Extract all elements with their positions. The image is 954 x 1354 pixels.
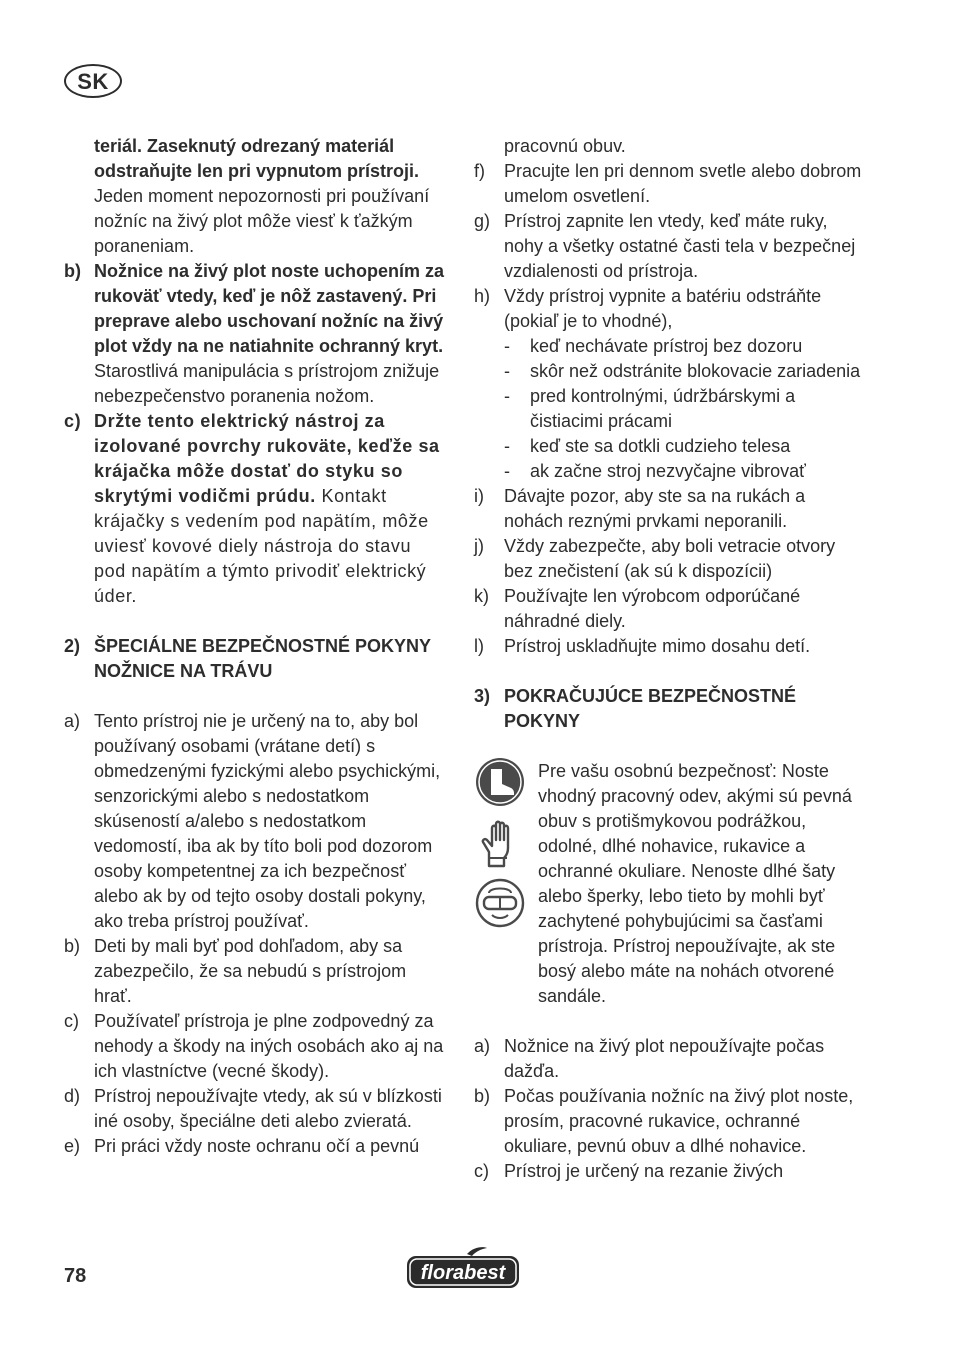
list-item: d) Prístroj nepoužívajte vtedy, ak sú v blízkosti iné osoby, špeciálne deti alebo zvieratá.	[64, 1086, 442, 1131]
list-item: f) Pracujte len pri dennom svetle alebo dobrom umelom osvetlení.	[474, 161, 862, 206]
list-item: k) Používajte len výrobcom odporúčané náhradné diely.	[474, 586, 801, 631]
section-3-heading: 3) POKRAČUJÚCE BEZPEČNOSTNÉ POKYNY	[474, 686, 797, 731]
protective-gear-block	[474, 759, 862, 1009]
list-item: e) Pri práci vždy noste ochranu očí a pevnú	[64, 1136, 420, 1156]
list-item: b) Deti by mali byť pod dohľadom, aby sa zabezpečilo, že sa nebudú s prístrojom hrať.	[64, 936, 407, 1006]
ppe-text: Pre vašu osobnú bezpečnosť: Noste vhodný pracovný odev, akými sú pevná obuv s protišmykovou podrážkou, odolné, dlhé nohavice, rukavice a ochranné okuliare. Nenoste dlhé šaty alebo šperky, lebo tieto by mohli byť zachytené pohybujúcimi sa časťami prístroja. Prístroj nepoužívajte, ak ste bosý alebo máte na nohách otvorené sandále.	[538, 761, 852, 1006]
section-2-heading: 2) ŠPECIÁLNE BEZPEČNOSTNÉ POKYNY NOŽNICE NA TRÁVU	[64, 636, 431, 681]
list-item: b) Počas používania nožníc na živý plot noste, prosím, pracovné rukavice, ochranné okuliare, pevnú obuv a dlhé nohavice.	[474, 1086, 854, 1156]
continued-paragraph	[64, 134, 448, 259]
list-item: c) Prístroj je určený na rezanie živých	[474, 1161, 784, 1181]
list-item: a) Nožnice na živý plot nepoužívajte počas dažďa.	[474, 1036, 825, 1081]
list-item: i) Dávajte pozor, aby ste sa na rukách a nohách reznými prvkami neporanili.	[474, 486, 806, 531]
dash-item: - keď ste sa dotkli cudzieho telesa	[504, 436, 791, 456]
list-item: j) Vždy zabezpečte, aby boli vetracie otvory bez znečistení (ak sú k dispozícii)	[474, 536, 836, 581]
list-item-c: c) Držte tento elektrický nástroj za izolované povrchy rukoväte, keďže sa krájačka môže dostať do styku so skrytými vodičmi prúdu. Kontakt krájačky s vedením pod napätím, môže uviesť kovové diely nástroja do stavu pod napätím a týmto privodiť elektrický úder.	[64, 411, 440, 606]
list-item: l) Prístroj uskladňujte mimo dosahu detí.	[474, 636, 811, 656]
dash-item: - skôr než odstránite blokovacie zariadenia	[504, 361, 861, 381]
list-item: c) Používateľ prístroja je plne zodpovedný za nehody a škody na iných osobách ako aj na ich vlastníctve (vecné škody).	[64, 1011, 444, 1081]
continued-text: pracovnú obuv.	[504, 136, 626, 156]
dash-list	[474, 334, 862, 484]
goggles-icon	[474, 877, 526, 929]
dash-item: - keď nechávate prístroj bez dozoru	[504, 336, 803, 356]
dash-item: - pred kontrolnými, údržbárskymi a čistiacimi prácami	[504, 386, 796, 431]
dash-item: - ak začne stroj nezvyčajne vibrovať	[504, 461, 806, 481]
continued-bold-text: teriál. Zaseknutý odrezaný materiál odstraňujte len pri vypnutom prístroji.	[94, 136, 420, 181]
list-item: a) Tento prístroj nie je určený na to, aby bol používaný osobami (vrátane detí) s obmedzenými fyzickými alebo psychickými, senzorickými alebo s nedostatkom skúseností a/alebo s nedostatkom vedomostí, iba ak by títo boli pod dozorom osoby kompetentnej za ich bezpečnosť alebo ak by od tejto osoby dostali pokyny, ako treba prístroj používať.	[64, 711, 441, 931]
list-item: h) Vždy prístroj vypnite a batériu odstráňte (pokiaľ je to vhodné),	[474, 286, 822, 331]
florabest-logo	[405, 1246, 521, 1297]
continued-text: Jeden moment nepozornosti pri používaní nožníc na živý plot môže viesť k ťažkým poraneniam.	[94, 186, 430, 256]
page-number: 78	[64, 1265, 87, 1287]
glove-icon	[474, 814, 526, 870]
boot-icon	[474, 756, 526, 808]
list-item-b: b) Nožnice na živý plot noste uchopením za rukoväť vtedy, keď je nôž zastavený. Pri preprave alebo uschovaní nožníc na živý plot vždy na ne natiahnite ochranný kryt. Starostlivá manipulácia s prístrojom znižuje nebezpečenstvo poranenia nožom.	[64, 261, 445, 406]
left-column	[64, 134, 448, 1159]
list-item: g) Prístroj zapnite len vtedy, keď máte ruky, nohy a všetky ostatné časti tela v bezpečnej vzdialenosti od prístroja.	[474, 211, 856, 281]
section-2-list	[64, 709, 448, 1159]
svg-text:florabest: florabest	[420, 1262, 506, 1284]
ppe-icons	[474, 759, 538, 1009]
language-badge: SK	[64, 64, 122, 98]
right-column	[474, 134, 862, 1184]
